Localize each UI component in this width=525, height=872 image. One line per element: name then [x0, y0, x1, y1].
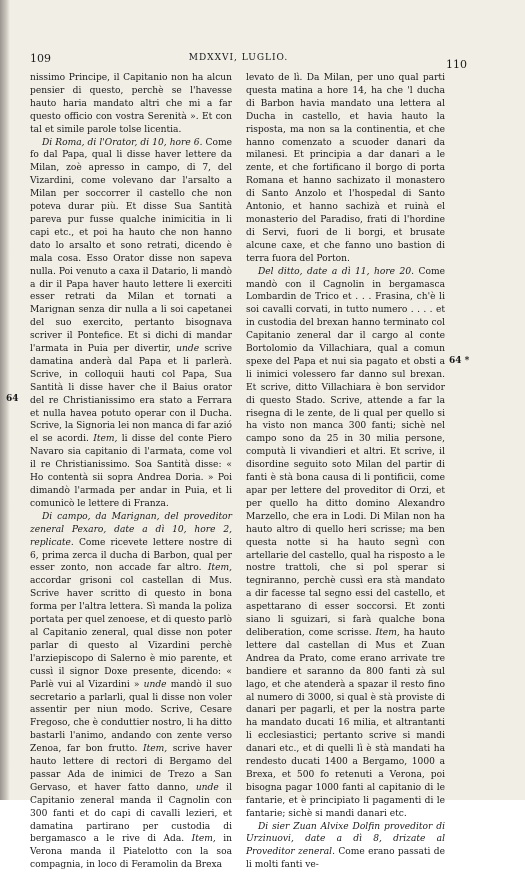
text-run: Come erano passati de li molti fanti ve-: [246, 847, 445, 871]
text-run: li disse del conte Piero Navaro sia capitanio di l'armata, come vol il re Christianissimo. Soa Santità disse: « Ho contentà sii sopra Andrea Doria. » Poi dimandò l'armada per andar in Puia, et li comunicò le lettere di Franza.: [30, 434, 232, 509]
text-run: in Verona manda il Piatelotto con la soa compagnia, in loco di Feramolin da Brexa: [30, 834, 233, 871]
text-run: levato de lì. Da Milan, per uno qual parti questa matina a hore 14, ha che 'l ducha di Barbon havia mandato una lettera al Ducha in castello, et havia hauto la risposta, ma non sa la continentia, et che hanno comenzato a scuoder danari da milanesi. Et principia a dar danari a le zente, et che fortificano il borgo di porta Romana et hanno sachizato il monastero di Santo Anzolo et l'hospedal di Santo Antonio, et hanno sachizà et ruinà el monasterio del Paradiso, frati di l'hordine di Servi, fuori de li borgi, et brusate alcune caxe, et che fanno uno bastion di terra fuora del Porton.: [246, 73, 445, 264]
paragraph: [30, 72, 232, 137]
text-run: ha hauto lettere dal castellan di Mus et Zuan Andrea da Prato, come erano arrivate tre bandiere et saranno da 800 fanti zà sul lago, et che atenderà a spazar il resto fino al numero di 3000, si qual è stà proviste di danari per pagarli, et per la nostra parte ha mandato ducati 16 milia, et altrantanti li ecclesiastici; pertanto scrive si mandi danari etc., et di quelli lì è stà mandati ha rendesto ducati 1400 a Bergamo, 1000 a Brexa, et 500 fo retenuti a Verona, poi bisogna pagar 1000 fanti al capitanio di le fantarie, et è principiato li pagamenti di le fantarie; sichè si mandi danari etc.: [246, 627, 445, 819]
page-header: [30, 52, 467, 71]
text-run: Come ricevete lettere nostre di 6, prima zerca il ducha di Barbon, qual per esser zonto, non accade far altro.: [30, 537, 232, 574]
paragraph: [246, 821, 445, 872]
text-run: Come fo dal Papa, qual li disse haver lettere da Milan, zoè apresso in campo, di 7, del Vizardini, come volevano dar l'arsalto a Milan per soccorrer il castello che non poteva durar più. Et disse Sua Santità pareva pur fusse qualche inimicitia in li capi etc., et poi ha hauto che non hanno dato lo arsalto et sono retrati, dicendo è mala cosa. Esso Orator disse non sapeva nulla. Poi venuto a caxa il Datario, li mandò a dir il Papa haver hauto lettere li exerciti esser retrati da Milan et tornati a Marignan senza dir nulla a li soi capetanei del suo exercito, pertanto bisognava scriver il Pontefice. Et si dichi di mandar l'armata in Puia per divertir,: [30, 137, 232, 355]
italic-word: unde: [176, 344, 200, 355]
page-number-left: 109: [30, 52, 51, 65]
text-run: il Capitanio zeneral manda il Cagnolin con 300 fanti et do capi di cavalli lezieri, et damatina partirano per custodia di bergamasco a le rive di Ada.: [30, 782, 232, 845]
italic-word: Item,: [191, 834, 216, 845]
text-run: scrive damatina anderà dal Papa et li parlerà. Scrive, in colloquii hauti col Papa, Sua Santità li disse haver che il Baius orator del re Christianissimo era stato a Ferrara et nulla havea potuto operar con il Ducha. Scrive, la Signoria lei non manca di far azió el se acordi.: [30, 344, 232, 445]
paragraph: [30, 511, 232, 872]
margin-number-right: 64 *: [449, 356, 470, 366]
left-column: [30, 72, 232, 872]
text-run: nissimo Principe, il Capitanio non ha alcun pensier di questo, perchè se l'havesse hauto haria mandato altri che mi a far questo officio con vostra Serenità ». Et con tal et simile parole tolse licentia.: [30, 73, 232, 135]
italic-word: Item,: [93, 434, 118, 445]
text-run: Come mandò con il Cagnolin in bergamasca Lombardin de Trico et . . . Frasina, ch'è li soi cavalli corvati, in tutto numero . . . . et in custodia del brexan hanno terminato col Capitanio zeneral dar il cargo al conte Bortolomio da Villachiara, qual a comun spexe del Papa et nui sia pagato et obsti a li inimici volessero far danno sul brexan. Et scrive, ditto Villachiara è bon servidor di questo Stado. Scrive, attende a far la risegna di le zente, de li qual per quello si ha visto non manca 300 fanti; sichè nel campo sono da 25 in 30 milia persone, computà li vivandieri et altri. Et scrive, il disordine seguito soto Milan del partir di fanti è stà bona causa di li pontificii, come apar per lettere del proveditor di Orzi, et per quello ha ditto domino Alexandro Marzello, che era in Lodi. Di Milan non ha hauto altro di quello heri scrisse; ma ben questa notte si ha hauto segnì con artellarie del castello, qual ha risposto a le nostre trattoli, che si pol sperar si tegniranno, perchè cussì era stà mandato a dir facesse tal segno essi del castello, et aspettarano di esser soccorsi. Et zonti siano li sguizari, si farà qualche bona deliberation, come scrisse.: [246, 266, 445, 638]
italic-word: Item,: [143, 744, 168, 755]
text-run: accordar grisoni col castellan di Mus. Scrive haver scritto di questo in bona forma per l'altra lettera. Sì manda la poliza portata per quel zenoese, et di questo parlò al Capitanio zeneral, qual disse non poter parlar di questo al Vizardini perchè l'arziepiscopo di Salerno è mio parente, et cussì il signor Doxe presente, dicendo: « Parlè vui al Vizardini »: [30, 576, 232, 690]
italic-word: unde: [195, 782, 219, 793]
italic-word: Item,: [375, 627, 400, 638]
italic-word: unde: [143, 679, 167, 690]
margin-number-left: 64: [6, 394, 19, 404]
entry-heading: Di Roma, di l'Orator, di 10, hore 6.: [42, 137, 203, 148]
italic-word: Item,: [207, 563, 232, 574]
entry-heading: Di sier Zuan Alvixe Dolfin proveditor di Urzinuovi, date a dì 8, drizate al Proveditor zeneral.: [246, 821, 445, 858]
paragraph: [246, 72, 445, 266]
page-number-right: 110: [446, 58, 467, 71]
paragraph: [246, 266, 445, 821]
running-title: MDXXVI, LUGLIO.: [188, 53, 289, 63]
right-column: [246, 72, 445, 872]
entry-heading: Del ditto, date a dì 11, hore 20.: [258, 266, 415, 277]
text-run: scrive haver hauto lettere di rectori di Bergamo del passar Ada de inimici de Trezo a San Gervaso, et haver fatto danno,: [30, 744, 232, 793]
entry-heading: Di campo, da Marignan, del proveditor zeneral Pexaro, date a dì 10, hore 2, replicate.: [30, 511, 232, 548]
paragraph: [30, 137, 232, 511]
text-run: mandò il suo secretario a parlarli, qual li disse non voler assentir per niun modo. Scrive, Cesare Fregoso, che è conduttier nostro, li ha ditto bastarli l'animo, andando con zente verso Zenoa, far bon frutto.: [30, 679, 232, 755]
